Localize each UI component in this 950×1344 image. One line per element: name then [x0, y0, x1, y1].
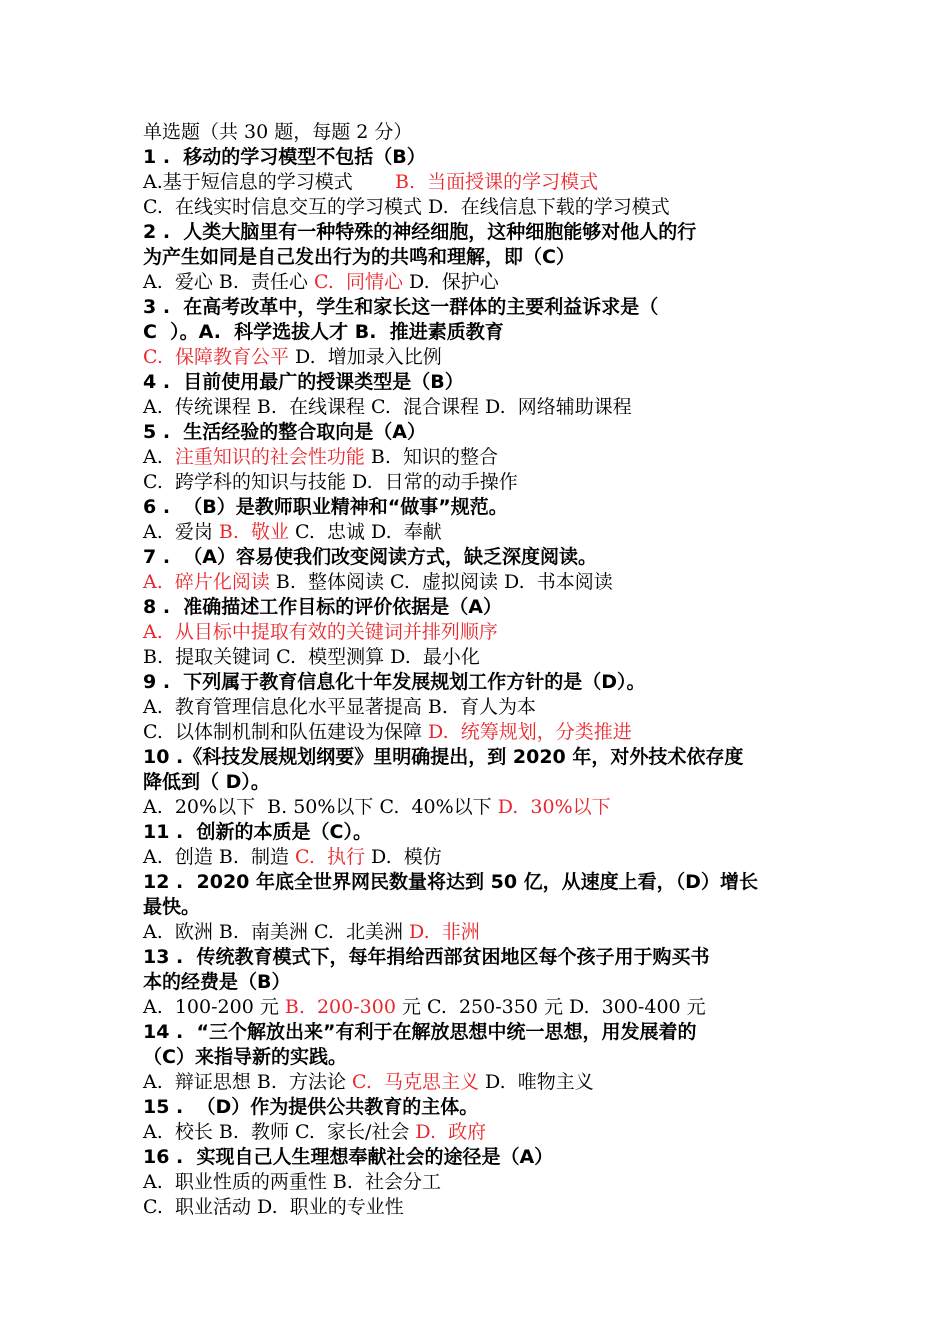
options-line — [143, 195, 670, 220]
text-segment: D. 增加录入比例 — [288, 346, 442, 368]
text-segment: C. 职业活动 D. 职业的专业性 — [143, 1196, 404, 1218]
text-segment: 最快。 — [143, 896, 201, 918]
question-line — [143, 1045, 347, 1070]
text-segment: A. 职业性质的两重性 B. 社会分工 — [143, 1171, 441, 1193]
text-segment: C. 在线实时信息交互的学习模式 D. 在线信息下载的学习模式 — [143, 196, 670, 218]
options-line — [143, 1070, 594, 1095]
text-segment: A. 爱岗 — [143, 521, 219, 543]
options-line — [143, 520, 442, 545]
question-line — [143, 870, 758, 895]
text-segment: A. 传统课程 B. 在线课程 C. 混合课程 D. 网络辅助课程 — [143, 396, 632, 418]
question-line — [143, 770, 270, 795]
question-line — [143, 420, 426, 445]
answer-text: D. 统筹规划，分类推进 — [428, 721, 632, 743]
options-line — [143, 845, 442, 870]
options-line — [143, 170, 598, 195]
question-line — [143, 495, 508, 520]
question-line — [143, 1145, 553, 1170]
question-line — [143, 220, 696, 245]
text-segment: 16 . 实现自己人生理想奉献社会的途径是（A） — [143, 1146, 554, 1168]
answer-text: A. 从目标中提取有效的关键词并排列顺序 — [143, 621, 498, 643]
answer-text: C. 马克思主义 — [352, 1071, 479, 1093]
options-line — [143, 1195, 404, 1220]
options-line — [143, 395, 632, 420]
options-line — [143, 995, 706, 1020]
question-line — [143, 970, 290, 995]
question-line — [143, 370, 464, 395]
question-line — [143, 820, 372, 845]
text-segment: 降低到（ D）。 — [143, 771, 270, 793]
text-segment: D. 模仿 — [365, 846, 442, 868]
text-segment: 1 . 移动的学习模型不包括（B） — [143, 146, 426, 168]
question-line — [143, 745, 743, 770]
text-segment: 14 . “三个解放出来”有利于在解放思想中统一思想，用发展着的 — [143, 1021, 697, 1043]
text-segment: 4 . 目前使用最广的授课类型是（B） — [143, 371, 464, 393]
text-segment: 为产生如同是自己发出行为的共鸣和理解，即（C） — [143, 246, 575, 268]
text-segment: C ）。A. 科学选拔人才 B. 推进素质教育 — [143, 321, 504, 343]
question-line — [143, 545, 597, 570]
text-segment: A. 爱心 B. 责任心 — [143, 271, 315, 293]
question-line — [143, 945, 710, 970]
answer-text: C. 执行 — [295, 846, 365, 868]
text-segment: 3 . 在高考改革中，学生和家长这一群体的主要利益诉求是（ — [143, 296, 659, 318]
text-segment: C. 忠诚 D. 奉献 — [288, 521, 442, 543]
answer-text: 注重知识的社会性功能 — [174, 446, 365, 468]
options-line — [143, 345, 442, 370]
text-segment: A. 教育管理信息化水平显著提高 B. 育人为本 — [143, 696, 536, 718]
text-segment: A. 20%以下 B. 50%以下 C. 40%以下 — [143, 796, 498, 818]
answer-text: A. 碎片化阅读 — [143, 571, 270, 593]
text-segment: 8 . 准确描述工作目标的评价依据是（A） — [143, 596, 502, 618]
answer-text: D. 政府 — [415, 1121, 487, 1143]
text-segment: 15 . （D）作为提供公共教育的主体。 — [143, 1096, 479, 1118]
text-segment: A. 辩证思想 B. 方法论 — [143, 1071, 353, 1093]
question-line — [143, 595, 502, 620]
text-segment: 10 .《科技发展规划纲要》里明确提出，到 2020 年，对外技术依存度 — [143, 746, 744, 768]
question-line — [143, 295, 658, 320]
text-segment: （C）来指导新的实践。 — [143, 1046, 347, 1068]
text-segment: A. 欧洲 B. 南美洲 C. 北美洲 — [143, 921, 410, 943]
question-line — [143, 245, 575, 270]
options-line — [143, 695, 536, 720]
text-segment: A. 校长 B. 教师 C. 家长/社会 — [143, 1121, 416, 1143]
question-line — [143, 145, 426, 170]
answer-text: C. 同情心 — [314, 271, 403, 293]
text-segment: 本的经费是（B） — [143, 971, 291, 993]
answer-text: D. 30%以下 — [497, 796, 611, 818]
text-segment: 12 . 2020 年底全世界网民数量将达到 50 亿，从速度上看，（D）增长 — [143, 871, 758, 893]
text-segment: A. 创造 B. 制造 — [143, 846, 296, 868]
options-line — [143, 1120, 486, 1145]
text-segment: 2 . 人类大脑里有一种特殊的神经细胞，这种细胞能够对他人的行 — [143, 221, 697, 243]
question-line — [143, 1095, 478, 1120]
question-line — [143, 1020, 696, 1045]
text-segment: 6 . （B）是教师职业精神和“做事”规范。 — [143, 496, 508, 518]
answer-text: B. 当面授课的学习模式 — [395, 171, 599, 193]
question-line — [143, 320, 504, 345]
options-line — [143, 445, 498, 470]
text-segment: D. 保护心 — [403, 271, 499, 293]
text-segment: 7 . （A）容易使我们改变阅读方式，缺乏深度阅读。 — [143, 546, 597, 568]
section-heading — [143, 120, 412, 145]
text-segment: A.基于短信息的学习模式 — [143, 171, 396, 193]
text-segment: B. 整体阅读 C. 虚拟阅读 D. 书本阅读 — [269, 571, 613, 593]
options-line — [143, 1170, 441, 1195]
options-line — [143, 470, 518, 495]
text-segment: 13 . 传统教育模式下，每年捐给西部贫困地区每个孩子用于购买书 — [143, 946, 710, 968]
text-segment: B. 提取关键词 C. 模型测算 D. 最小化 — [143, 646, 480, 668]
answer-text: C. 保障教育公平 — [143, 346, 289, 368]
text-segment: D. 唯物主义 — [479, 1071, 594, 1093]
text-segment: 5 . 生活经验的整合取向是（A） — [143, 421, 426, 443]
text-segment: C. 跨学科的知识与技能 D. 日常的动手操作 — [143, 471, 518, 493]
question-line — [143, 670, 646, 695]
answer-text: B. 200-300 — [284, 996, 396, 1018]
options-line — [143, 645, 480, 670]
options-line — [143, 920, 480, 945]
answer-text: B. 敬业 — [218, 521, 289, 543]
text-segment: B. 知识的整合 — [364, 446, 498, 468]
text-segment: 单选题（共 30 题，每题 2 分） — [143, 121, 413, 143]
answer-text: D. 非洲 — [409, 921, 480, 943]
text-segment: 元 C. 250-350 元 D. 300-400 元 — [395, 996, 706, 1018]
options-line — [143, 720, 632, 745]
text-segment: C. 以体制机制和队伍建设为保障 — [143, 721, 429, 743]
text-segment: 11 . 创新的本质是（C）。 — [143, 821, 372, 843]
options-line — [143, 620, 498, 645]
text-segment: 9 . 下列属于教育信息化十年发展规划工作方针的是（D）。 — [143, 671, 646, 693]
text-segment: A. 100-200 元 — [143, 996, 285, 1018]
question-line — [143, 895, 200, 920]
text-segment: A. — [143, 446, 175, 468]
options-line — [143, 270, 499, 295]
options-line — [143, 795, 611, 820]
options-line — [143, 570, 613, 595]
